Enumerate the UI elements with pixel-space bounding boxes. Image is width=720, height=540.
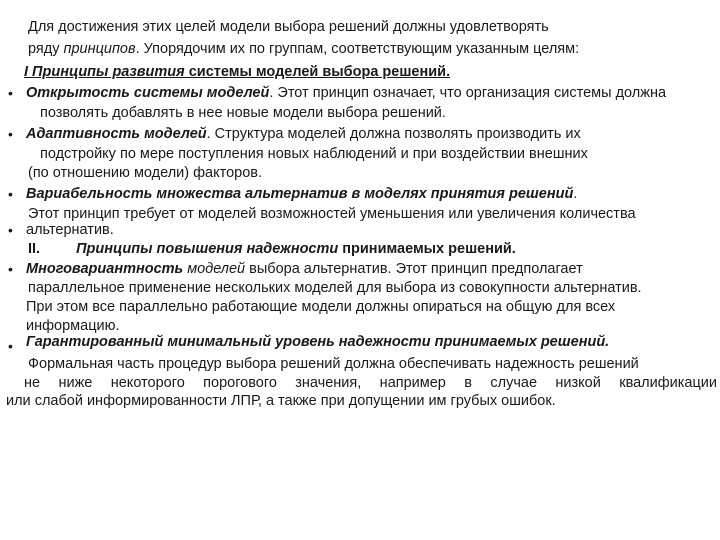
line-16-text: информацию. [26,318,120,334]
text-line-2 [28,40,579,58]
text-line-14 [28,279,642,297]
text-line-19 [24,374,717,392]
line-5-text: позволять добавлять в нее новые модели выбора решений. [40,105,446,121]
text-line-17 [26,333,609,351]
text-line-8 [28,164,262,182]
openness-term: Открытость системы моделей [26,85,270,101]
line-2-text-a: ряду [28,41,64,57]
models-italic: моделей [183,261,246,277]
line-18-text: Формальная часть процедур выбора решений должна обеспечивать надежность решений [28,356,639,372]
text-line-20 [6,392,556,410]
section-2-title-rest: принимаемых решений. [338,241,516,257]
text-line-1 [28,18,549,36]
text-line-15 [26,298,615,316]
section-heading-1 [24,63,450,81]
guaranteed-level-term: Гарантированный минимальный уровень надежности принимаемых решений. [26,334,610,350]
line-10-text: Этот принцип требует от моделей возможностей уменьшения или увеличения количества [28,206,636,222]
section-2-title-italic: Принципы повышения надежности [76,241,339,257]
text-line-9 [26,185,577,203]
line-19-text: не ниже некоторого порогового значения, например в случае низкой квалификации [24,375,717,391]
line-8-text: (по отношению модели) факторов. [28,165,263,181]
line-2-italic-principles: принципов [63,41,136,57]
line-4-text: . Этот принцип означает, что организация системы должна [269,85,667,101]
text-line-18 [28,355,639,373]
text-line-4 [26,84,666,102]
line-6-text: . Структура моделей должна позволять производить их [206,126,581,142]
section-1-title-rest: системы моделей выбора решений. [184,64,451,80]
section-2-number: II. [28,241,41,257]
line-11-text: альтернатив. [26,222,114,238]
text-line-11 [26,221,114,239]
variability-term: Вариабельность множества альтернатив в моделях принятия решений [26,186,574,202]
line-13-text: выбора альтернатив. Этот принцип предполагает [245,261,583,277]
text-line-10 [28,205,636,223]
adaptivity-term: Адаптивность моделей [26,126,207,142]
line-7-text: подстройку по мере поступления новых наблюдений и при воздействии внешних [40,146,588,162]
line-1-text: Для достижения этих целей модели выбора решений должны удовлетворять [28,19,549,35]
text-line-6 [26,125,581,143]
line-15-text: При этом все параллельно работающие модели должны опираться на общую для всех [26,299,616,315]
text-line-13 [26,260,583,278]
section-heading-2 [28,240,516,258]
bullet-2: • [8,126,13,142]
bullet-5: • [8,261,13,277]
bullet-1: • [8,85,13,101]
bullet-4: • [8,222,13,238]
line-14-text: параллельное применение нескольких моделей для выбора из совокупности альтернатив. [28,280,642,296]
bullet-3: • [8,186,13,202]
multivariance-term: Многовариантность [26,261,184,277]
line-9-text: . [573,186,578,202]
text-line-5 [40,104,446,122]
text-line-7 [40,145,588,163]
line-2-text-c: . Упорядочим их по группам, соответствующим указанным целям: [135,41,580,57]
line-20-text: или слабой информированности ЛПР, а также при допущении им грубых ошибок. [6,393,556,409]
bullet-6: • [8,338,13,354]
section-1-title-italic: I Принципы развития [24,64,185,80]
